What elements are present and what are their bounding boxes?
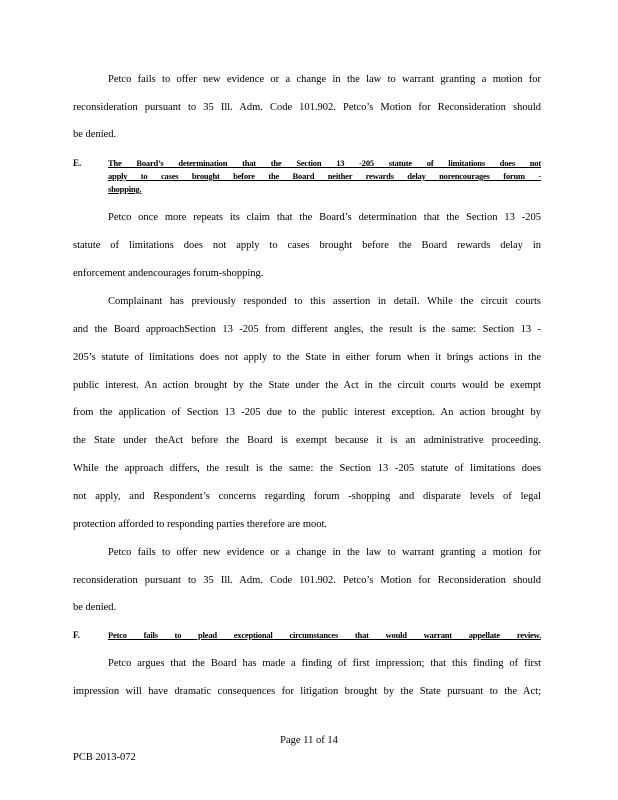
paragraph-line: and the Board approachSection 13 -205 from different angles, the result is the same: Section 13 -	[73, 324, 541, 335]
paragraph-line: Petco once more repeats its claim that the Board’s determination that the Section 13 -205	[108, 212, 541, 223]
paragraph-line: protection afforded to responding parties therefore are moot.	[73, 519, 328, 530]
paragraph-line: public interest. An action brought by the State under the Act in the circuit courts would be exempt	[73, 380, 541, 391]
paragraph-line: statute of limitations does not apply to cases brought before the Board rewards delay in	[73, 240, 541, 251]
heading-e-letter: E.	[73, 158, 82, 168]
paragraph-line: While the approach differs, the result is the same: the Section 13 -205 statute of limitations does	[73, 463, 541, 474]
paragraph-line: 205’s statute of limitations does not apply to the State in either forum when it brings actions in the	[73, 352, 541, 363]
paragraph-line: reconsideration pursuant to 35 Ill. Adm. Code 101.902. Petco’s Motion for Reconsideration should	[73, 102, 541, 113]
heading-f-letter: F.	[73, 630, 80, 640]
paragraph-line: the State under theAct before the Board is exempt because it is an administrative proceeding.	[73, 435, 541, 446]
heading-f-line: Petco fails to plead exceptional circumstances that would warrant appellate review.	[108, 630, 541, 640]
paragraph-line: reconsideration pursuant to 35 Ill. Adm. Code 101.902. Petco’s Motion for Reconsideration should	[73, 575, 541, 586]
case-number: PCB 2013-072	[73, 752, 136, 763]
paragraph-line: not apply, and Respondent’s concerns regarding forum -shopping and disparate levels of legal	[73, 491, 541, 502]
heading-e-line: shopping.	[108, 184, 142, 194]
paragraph-line: Petco argues that the Board has made a finding of first impression; that this finding of first	[108, 658, 541, 669]
heading-e-line: The Board’s determination that the Section 13 -205 statute of limitations does not	[108, 158, 541, 168]
paragraph-line: from the application of Section 13 -205 due to the public interest exception. An action brought by	[73, 407, 541, 418]
paragraph-line: be denied.	[73, 129, 117, 140]
heading-e-line: apply to cases brought before the Board neither rewards delay norencourages forum -	[108, 171, 541, 181]
page-number: Page 11 of 14	[280, 735, 338, 746]
paragraph-line: Complainant has previously responded to this assertion in detail. While the circuit courts	[108, 296, 541, 307]
paragraph-line: enforcement andencourages forum-shopping.	[73, 268, 264, 279]
paragraph-line: be denied.	[73, 602, 117, 613]
paragraph-line: Petco fails to offer new evidence or a change in the law to warrant granting a motion for	[108, 547, 541, 558]
paragraph-line: Petco fails to offer new evidence or a change in the law to warrant granting a motion for	[108, 74, 541, 85]
paragraph-line: impression will have dramatic consequences for litigation brought by the State pursuant to the Act;	[73, 686, 541, 697]
